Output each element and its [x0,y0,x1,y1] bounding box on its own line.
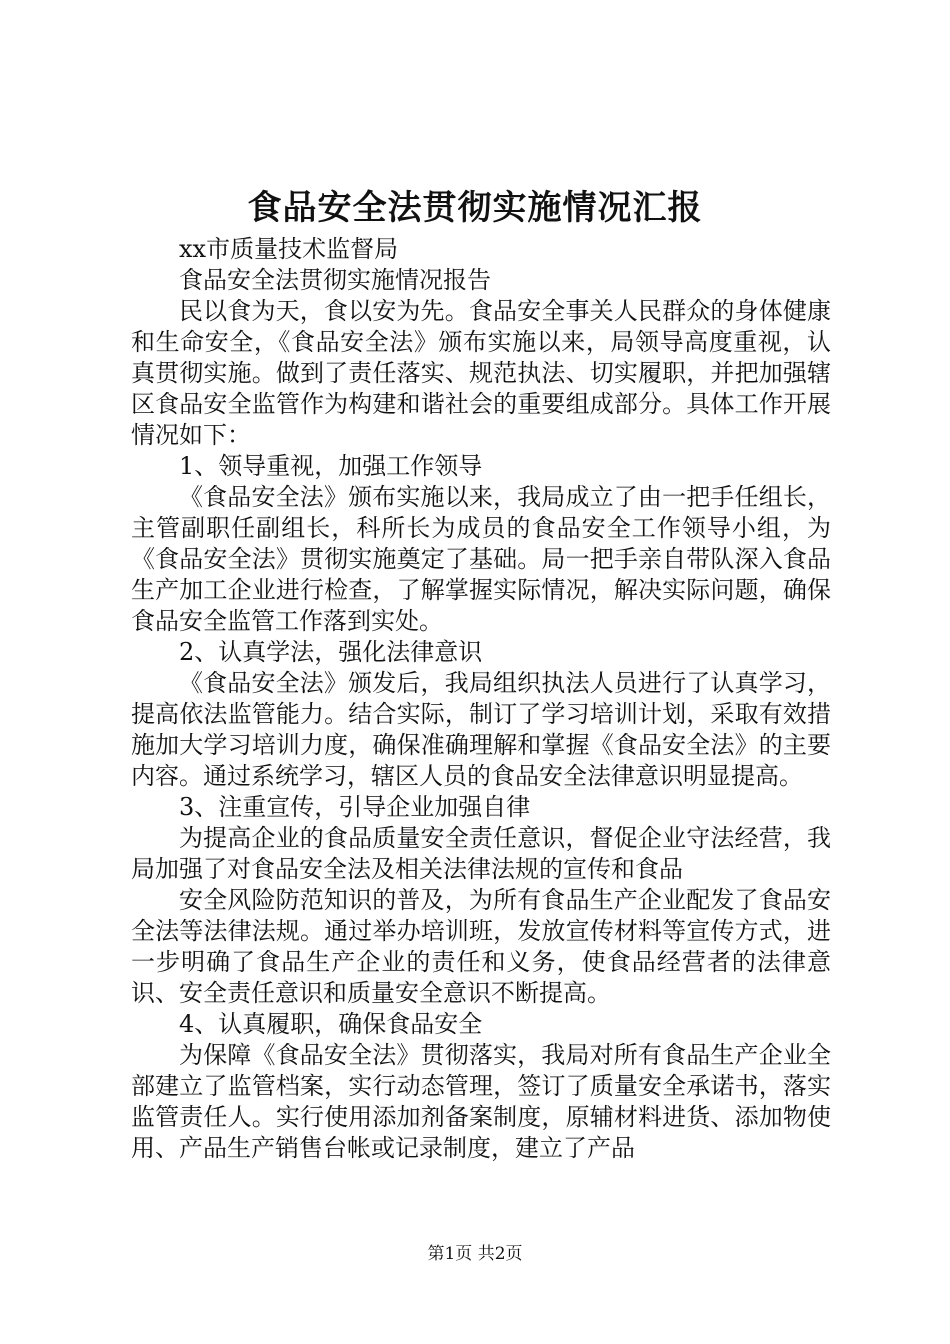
section-paragraph-2: 《食品安全法》颁发后，我局组织执法人员进行了认真学习，提高依法监管能力。结合实际，制订了学习培训计划，采取有效措施加大学习培训力度，确保准确理解和掌握《食品安全法》的主要内容。通过系统学习，辖区人员的食品安全法律意识明显提高。 [131,669,831,790]
report-subtitle: 食品安全法贯彻实施情况报告 [179,266,491,294]
document-title: 食品安全法贯彻实施情况汇报 [247,188,703,228]
section-heading-1: 1、领导重视，加强工作领导 [179,452,483,480]
section-heading-4: 4、认真履职，确保食品安全 [179,1010,483,1038]
document-body [131,234,831,1164]
section-paragraph-3b: 安全风险防范知识的普及，为所有食品生产企业配发了食品安全法等法律法规。通过举办培训班，发放宣传材料等宣传方式，进一步明确了食品生产企业的责任和义务，使食品经营者的法律意识、安全责任意识和质量安全意识不断提高。 [131,886,831,1007]
intro-paragraph: 民以食为天，食以安为先。食品安全事关人民群众的身体健康和生命安全，《食品安全法》颁布实施以来，局领导高度重视，认真贯彻实施。做到了责任落实、规范执法、切实履职，并把加强辖区食品安全监管作为构建和谐社会的重要组成部分。具体工作开展情况如下： [131,297,831,449]
issuing-organization: xx市质量技术监督局 [179,235,399,263]
page-footer: 第1页 共2页 [427,1244,523,1264]
section-paragraph-4: 为保障《食品安全法》贯彻落实，我局对所有食品生产企业全部建立了监管档案，实行动态管理，签订了质量安全承诺书，落实监管责任人。实行使用添加剂备案制度，原辅材料进货、添加物使用、产品生产销售台帐或记录制度，建立了产品 [131,1041,831,1162]
section-heading-3: 3、注重宣传，引导企业加强自律 [179,793,531,821]
section-heading-2: 2、认真学法，强化法律意识 [179,638,483,666]
section-paragraph-1: 《食品安全法》颁布实施以来，我局成立了由一把手任组长，主管副职任副组长，科所长为成员的食品安全工作领导小组，为《食品安全法》贯彻实施奠定了基础。局一把手亲自带队深入食品生产加工企业进行检查，了解掌握实际情况，解决实际问题，确保食品安全监管工作落到实处。 [131,483,831,635]
section-paragraph-3a: 为提高企业的食品质量安全责任意识，督促企业守法经营，我局加强了对食品安全法及相关法律法规的宣传和食品 [131,824,831,883]
